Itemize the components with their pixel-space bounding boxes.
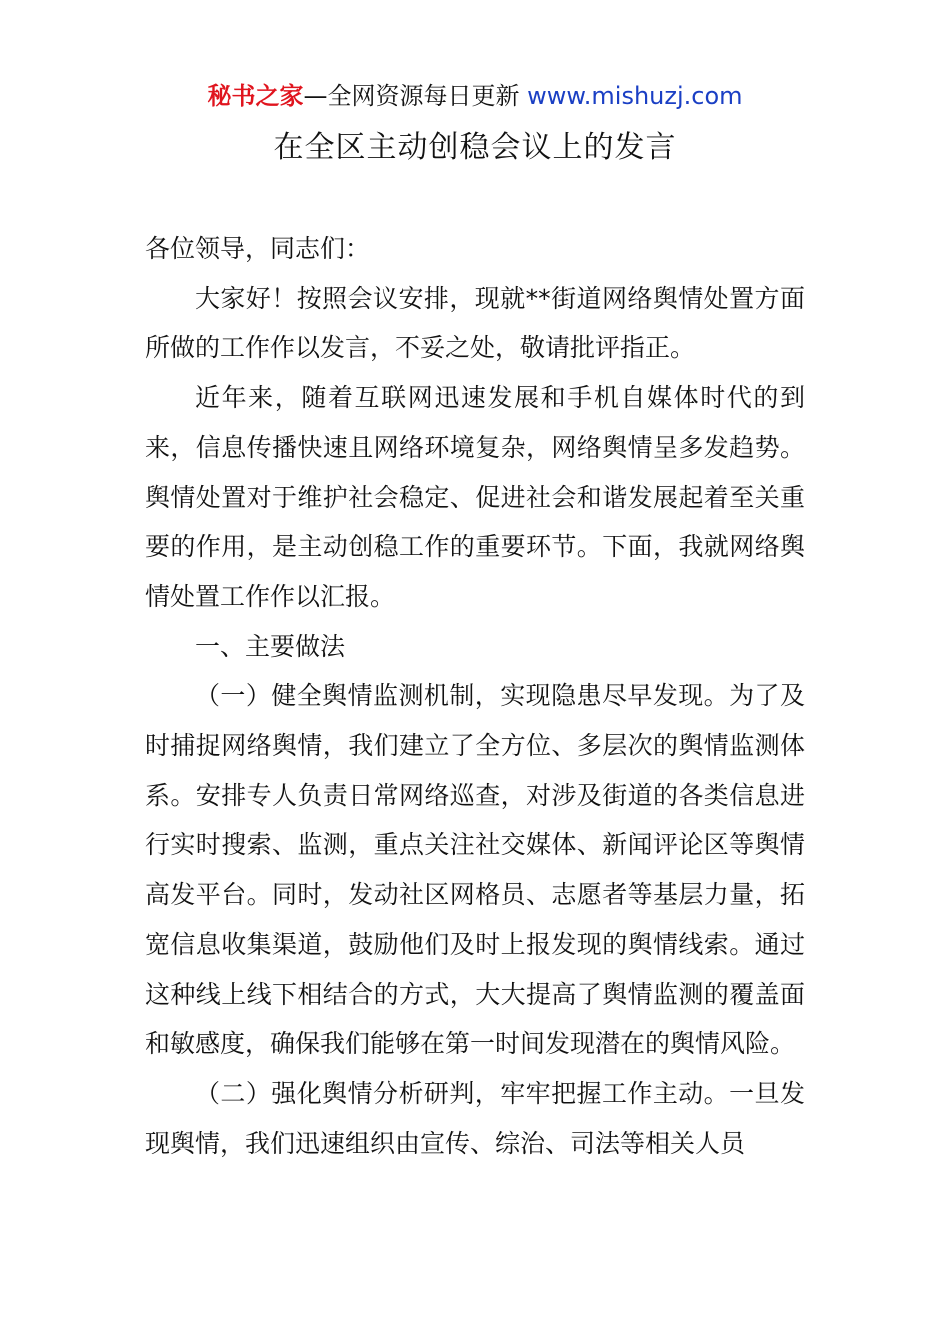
brand-name: 秘书之家 xyxy=(207,82,304,110)
paragraph-monitoring: （一）健全舆情监测机制，实现隐患尽早发现。为了及时捕捉网络舆情，我们建立了全方位、多层次的舆情监测体系。安排专人负责日常网络巡查，对涉及街道的各类信息进行实时搜索、监测，重点关注社交媒体、新闻评论区等舆情高发平台。同时，发动社区网格员、志愿者等基层力量，拓宽信息收集渠道，鼓励他们及时上报发现的舆情线索。通过这种线上线下相结合的方式，大大提高了舆情监测的覆盖面和敏感度，确保我们能够在第一时间发现潜在的舆情风险。 xyxy=(145,681,805,1059)
site-url[interactable]: www.mishuzj.com xyxy=(527,82,743,110)
paragraph-analysis: （二）强化舆情分析研判，牢牢把握工作主动。一旦发现舆情，我们迅速组织由宣传、综治、司法等相关人员 xyxy=(145,1078,805,1158)
document-body xyxy=(145,224,805,1168)
paragraph-greeting: 大家好！按照会议安排，现就**街道网络舆情处置方面所做的工作作以发言，不妥之处，敬请批评指正。 xyxy=(145,283,805,363)
salutation: 各位领导，同志们： xyxy=(145,234,371,263)
paragraph-background: 近年来，随着互联网迅速发展和手机自媒体时代的到来，信息传播快速且网络环境复杂，网络舆情呈多发趋势。舆情处置对于维护社会稳定、促进社会和谐发展起着至关重要的作用，是主动创稳工作的重要环节。下面，我就网络舆情处置工作作以汇报。 xyxy=(145,383,805,611)
banner-tagline: —全网资源每日更新 xyxy=(303,82,528,110)
site-banner xyxy=(0,80,950,112)
document-title: 在全区主动创稳会议上的发言 xyxy=(273,130,677,165)
section-heading: 一、主要做法 xyxy=(195,631,346,661)
